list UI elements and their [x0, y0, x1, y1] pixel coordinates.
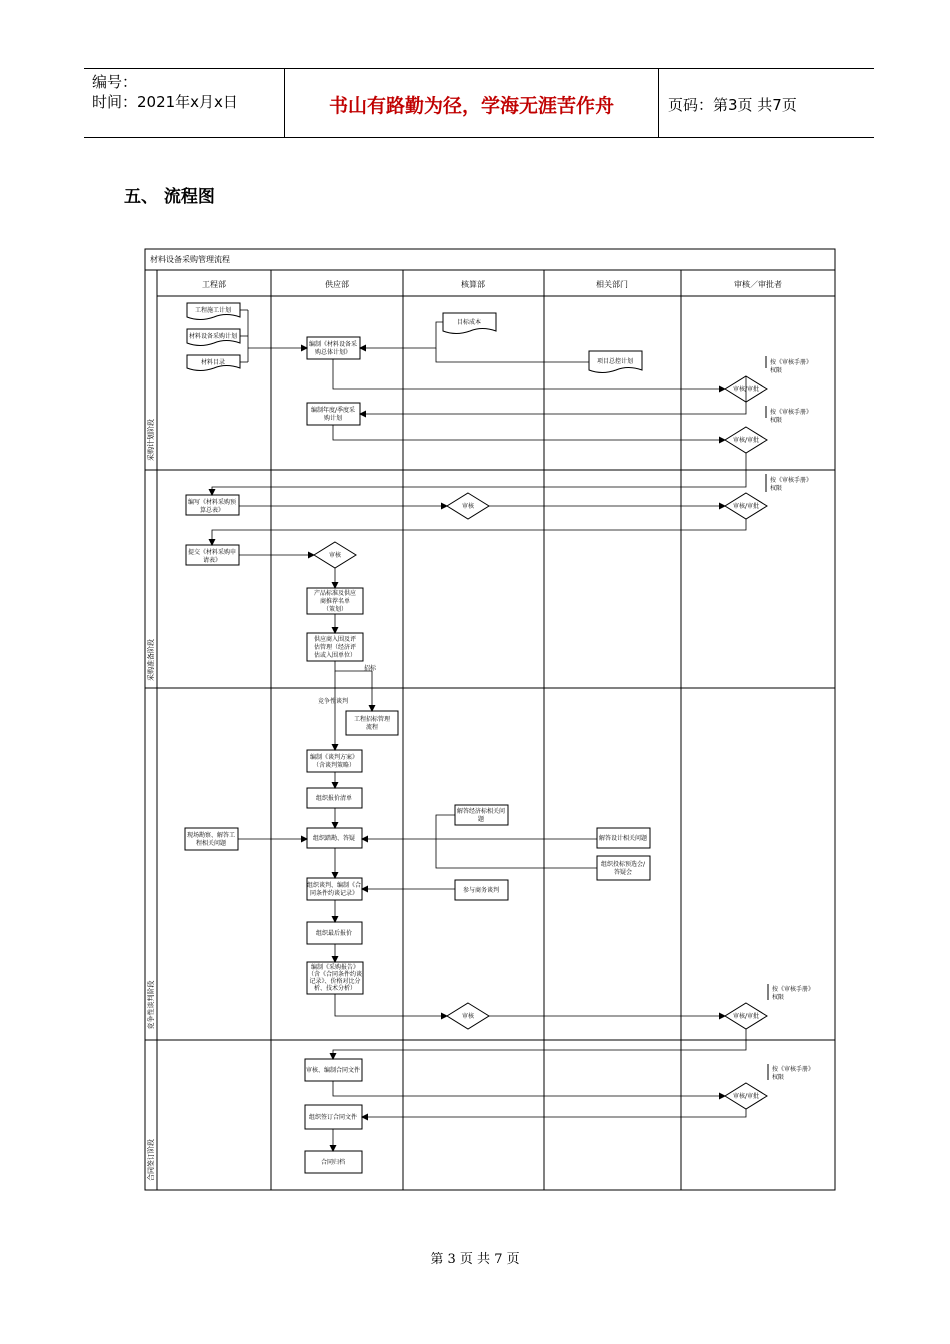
header-motto: 书山有路勤为径，学海无涯苦作舟: [328, 95, 614, 117]
decision-label: 审核/审批: [732, 1093, 760, 1100]
node-label: 记录》、价格对比分: [309, 978, 361, 985]
header-page-label: 页码：第3页 共7页: [668, 96, 797, 114]
phase-label-contract: 合同签订阶段: [147, 1139, 155, 1181]
authority-note: 按《审核手册》: [772, 1066, 815, 1073]
node-label: 产品标准及供应: [313, 590, 357, 597]
authority-note: 权限: [772, 994, 785, 1001]
document-time-label: 时间：2021年x月x日: [92, 93, 238, 111]
edge-label-bid: 招标: [363, 665, 377, 672]
column-header-supply: 供应部: [325, 280, 349, 289]
node-label: 解答经济标相关问: [456, 808, 506, 815]
phase-label-plan: 采购计划阶段: [147, 419, 155, 461]
box-prebid-meeting: [597, 856, 650, 880]
node-label: 编写《材料采购预: [187, 499, 237, 506]
column-header-approver: 审核／审批者: [734, 280, 782, 289]
node-label: 工程招标管理: [353, 716, 391, 723]
node-label: 流程: [365, 724, 379, 731]
column-header-related: 相关部门: [596, 280, 628, 289]
column-header-engineering: 工程部: [202, 280, 226, 289]
node-label: 材料设备采购计划: [188, 333, 238, 340]
node-label: 提交《材料采购申: [187, 549, 237, 556]
edge-label-negotiation: 竞争性谈判: [317, 698, 349, 705]
authority-note: 权限: [770, 485, 783, 492]
decision-label: 审核: [461, 503, 475, 510]
node-label: 估管理（经济评: [313, 644, 357, 651]
flowchart-title: 材料设备采购管理流程: [150, 255, 230, 264]
column-header-accounting: 核算部: [461, 280, 485, 289]
node-label: 题: [477, 816, 485, 823]
box-tender-flow: [346, 711, 398, 735]
node-label: 组织签订合同文件: [308, 1114, 358, 1121]
node-label: 答疑会: [613, 869, 633, 876]
node-label: 合同归档: [320, 1159, 346, 1166]
authority-note: 权限: [770, 417, 783, 424]
node-label: 供应商入围及评: [313, 636, 357, 643]
decision-label: 审核: [328, 552, 342, 559]
node-label: 组织谈判、编制《合: [306, 882, 362, 889]
phase-label-negotiation: 竞争性谈判阶段: [147, 980, 155, 1030]
authority-note: 按《审核手册》: [772, 986, 815, 993]
node-label: 材料目录: [200, 359, 226, 366]
node-label: 购总体计划》: [314, 349, 352, 356]
node-label: 编制《材料设备采: [308, 341, 358, 348]
node-label: 析、技术分析）: [313, 985, 357, 992]
node-label: （含谈判策略）: [312, 762, 356, 769]
authority-note: 权限: [770, 367, 783, 374]
node-label: 目标成本: [456, 319, 482, 326]
node-label: 组织最后报价: [315, 930, 353, 937]
node-label: 估或入围单位）: [313, 652, 357, 659]
node-label: 审核、编制合同文件: [305, 1067, 361, 1074]
node-label: 编制《采购报告》: [310, 964, 360, 971]
node-label: 商推荐名单: [319, 598, 351, 605]
authority-note: 按《审核手册》: [770, 409, 813, 416]
decision-label: 审核/审批: [732, 1013, 760, 1020]
node-label: 编制年度/季度采: [310, 407, 356, 414]
node-label: 程相关问题: [195, 840, 227, 847]
decision-label: 审核/审批: [732, 386, 760, 393]
node-label: 组织报价清单: [315, 795, 353, 802]
node-label: 算总表》: [199, 507, 225, 514]
page-footer: 第 3 页 共 7 页: [430, 1252, 520, 1267]
node-label: （含《合同条件约谈: [307, 971, 363, 978]
authority-note: 按《审核手册》: [770, 477, 813, 484]
node-label: 项目总控计划: [596, 358, 634, 365]
decision-label: 审核/审批: [732, 437, 760, 444]
node-label: 解答设计相关问题: [598, 835, 648, 842]
node-label: 参与商务谈判: [462, 887, 500, 894]
document-number-label: 编号：: [92, 73, 138, 91]
node-label: 组织投标预选会/: [600, 861, 646, 868]
node-label: （策划）: [322, 606, 348, 613]
node-label: 现场勘察、解答工: [186, 832, 236, 839]
decision-label: 审核: [461, 1013, 475, 1020]
authority-note: 按《审核手册》: [770, 359, 813, 366]
node-label: 请表》: [202, 557, 222, 564]
decision-label: 审核/审批: [732, 503, 760, 510]
section-title: 五、 流程图: [124, 187, 215, 207]
phase-label-prep: 采购准备阶段: [147, 639, 155, 681]
authority-note: 权限: [772, 1074, 785, 1081]
node-label: 购计划: [323, 415, 343, 422]
node-label: 工程施工计划: [194, 307, 232, 314]
node-label: 组织踏勘、答疑: [312, 835, 356, 842]
node-label: 编制《谈判方案》: [309, 754, 359, 761]
node-label: 同条件约谈记录》: [309, 890, 359, 897]
